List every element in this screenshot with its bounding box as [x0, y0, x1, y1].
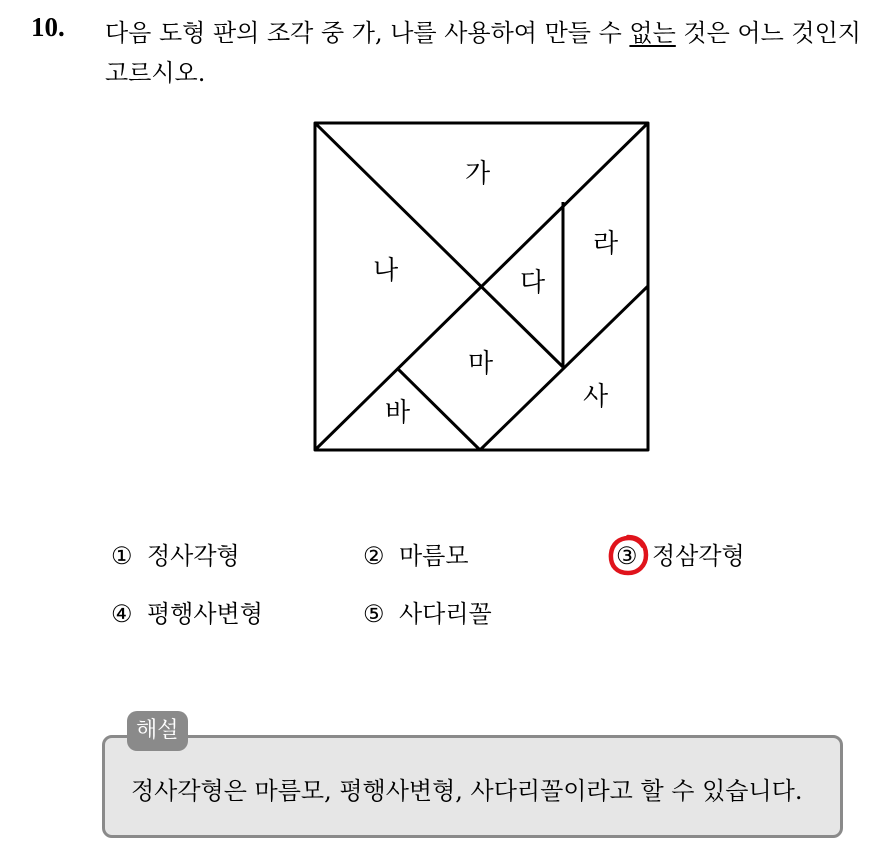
- choice-2-number: ②: [363, 542, 385, 570]
- choice-1-number: ①: [111, 542, 133, 570]
- label-sa: 사: [583, 382, 609, 412]
- label-na: 나: [373, 256, 399, 286]
- choice-5[interactable]: [363, 599, 492, 629]
- explanation-text: 정사각형은 마름모, 평행사변형, 사다리꼴이라고 할 수 있습니다.: [131, 777, 803, 805]
- question-text-before: 다음 도형 판의 조각 중 가, 나를 사용하여 만들 수: [105, 19, 630, 47]
- question-number: 10.: [31, 12, 65, 42]
- label-ma: 마: [468, 349, 494, 379]
- choice-4-number: ④: [111, 600, 133, 628]
- choice-5-text: 사다리꼴: [399, 600, 492, 628]
- label-ga: 가: [465, 159, 491, 189]
- choice-2[interactable]: [363, 541, 469, 571]
- label-ba: 바: [385, 398, 411, 428]
- choice-4[interactable]: [111, 599, 263, 629]
- choice-3-number: ③: [616, 541, 652, 571]
- choice-1[interactable]: [111, 541, 240, 571]
- label-da: 다: [520, 268, 546, 298]
- choice-2-text: 마름모: [399, 542, 469, 570]
- explanation-tag: 해설: [127, 711, 188, 751]
- question-text: [105, 13, 875, 93]
- choice-3[interactable]: [616, 541, 745, 571]
- choice-3-text: 정삼각형: [652, 542, 745, 570]
- label-ra: 라: [593, 229, 619, 259]
- choice-5-number: ⑤: [363, 600, 385, 628]
- choice-1-text: 정사각형: [147, 542, 240, 570]
- tangram-figure: [313, 121, 653, 455]
- choice-4-text: 평행사변형: [147, 600, 263, 628]
- question-text-after: 것은 어느 것인지 고르시오.: [105, 19, 861, 87]
- question-underlined-word: 없는: [629, 19, 676, 47]
